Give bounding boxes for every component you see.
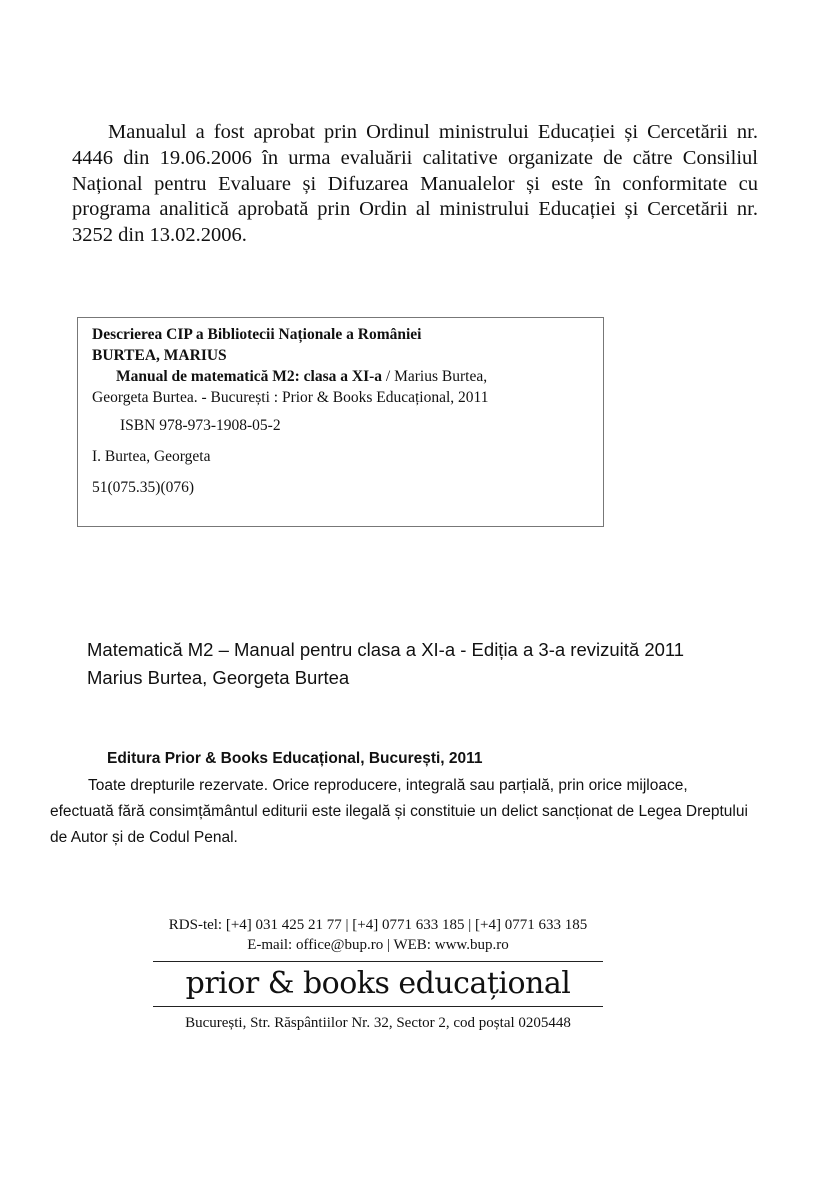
footer-contact <box>153 935 603 955</box>
footer-address: București, Str. Răspântiilor Nr. 32, Sector 2, cod poștal 0205448 <box>185 1015 571 1031</box>
cip-isbn: ISBN 978-973-1908-05-2 <box>120 417 281 434</box>
cip-description-box <box>77 317 604 527</box>
publisher-footer <box>153 915 603 1033</box>
publisher-logo: prior & books educațional <box>185 966 571 1001</box>
web-link[interactable]: www.bup.ro <box>434 937 509 953</box>
web-label: | WEB: <box>383 937 435 953</box>
book-authors: Marius Burtea, Georgeta Burtea <box>87 667 350 688</box>
book-title-block <box>87 636 684 692</box>
divider <box>153 1006 603 1007</box>
cip-author: BURTEA, MARIUS <box>92 347 227 364</box>
cip-coauthor: I. Burtea, Georgeta <box>92 448 211 465</box>
footer-phones: RDS-tel: [+4] 031 425 21 77 | [+4] 0771 633 185 | [+4] 0771 633 185 <box>168 917 588 933</box>
divider <box>153 961 603 962</box>
email-link[interactable]: office@bup.ro <box>295 937 384 953</box>
approval-notice: Manualul a fost aprobat prin Ordinul ministrului Educației și Cercetării nr. 4446 din 19.06.2006 în urma evaluării calitative organizate de către Consiliul Național pentru Evaluare și Difuzarea Manualelor și este în conformitate cu programa analitică aprobată prin Ordin al ministrului Educației și Cercetării nr. 3252 din 13.02.2006. <box>72 121 758 247</box>
cip-heading: Descrierea CIP a Bibliotecii Naționale a României <box>92 326 422 343</box>
cip-imprint: Georgeta Burtea. - București : Prior & Books Educațional, 2011 <box>92 389 489 406</box>
cip-title: Manual de matematică M2: clasa a XI-a <box>116 368 383 385</box>
cip-title-rest: / Marius Burtea, <box>382 368 488 385</box>
publisher-line: Editura Prior & Books Educațional, București, 2011 <box>107 750 483 767</box>
cip-classification: 51(075.35)(076) <box>92 479 195 496</box>
cip-title-line <box>92 366 589 387</box>
email-label: E-mail: <box>247 937 296 953</box>
book-title: Matematică M2 – Manual pentru clasa a XI-a - Ediția a 3-a revizuită 2011 <box>87 639 685 660</box>
rights-notice: Toate drepturile rezervate. Orice reproducere, integrală sau parțială, prin orice mijloace, efectuată fără consimțământul editurii este ilegală și constituie un delict sancționat de Legea Dreptului de Autor și de Codul Penal. <box>50 777 748 846</box>
